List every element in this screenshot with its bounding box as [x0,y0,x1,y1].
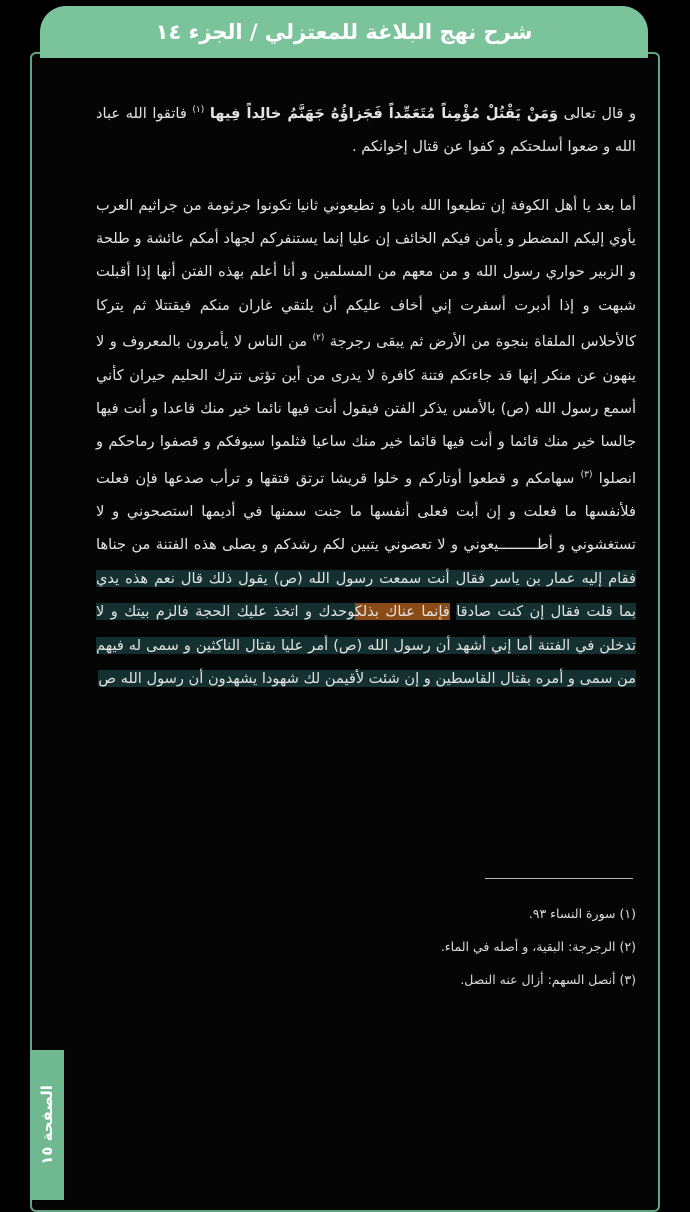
footnotes [96,897,636,996]
footnote-2: (٢) الرجرجة: البقية، و أصله في الماء. [440,939,636,954]
footnote-ref-2[interactable]: (٢) [312,333,325,344]
footnote-ref-1[interactable]: (١) [192,105,205,115]
verse-intro: و قال تعالى [563,104,637,122]
paragraph-quran [96,94,636,164]
paragraph-text: من الناس لا يأمرون بالمعروف و لا ينهون عن منكر إنها قد جاءتكم فتنة كافرة لا يدرى من أين تؤتى تترك الحليم حيران كأني أسمع رسول الله (ص) بالأمس يذكر الفتن فيقول أنت فيها نائما خير منك قاعدا و أنت فيها جالسا خير منك قائما و أنت فيها قائما خير منك ساعيا فثلموا سيوفكم و قصفوا رماحكم و انصلوا [96,333,636,487]
document-body [96,94,636,695]
footnote-1: (١) سورة النساء ٩٣. [528,906,636,921]
paragraph-main [96,189,636,696]
paragraph-text: سهامكم و قطعوا أوتاركم و خلوا قريشا ترتق فتقها و ترأب صدعها فإن فعلت فلأنفسها ما فعلت و إن أبت فعلى أنفسها ما جنت سمنها في أديمها استصحوني و لا تستغشوني و أطـــــــــيعوني و لا تعصوني يتبين لكم رشدكم و يصلى هذه الفتنة من جناها [96,469,636,554]
paragraph-text: أما بعد يا أهل الكوفة إن تطيعوا الله باديا و تطيعوني ثانيا تكونوا جرثومة من جراثيم العرب يأوي إليكم المضطر و يأمن فيكم الخائف إن عليا إنما يستنفركم لجهاد أمكم عائشة و طلحة و الزبير حواري رسول الله و من معهم من المسلمين و أنا أعلم بهذه الفتن أنها إذا أقبلت شبهت و إذا أدبرت أسفرت إني أخاف عليكم أن يلتقي غاران منكم فيقتتلا ثم يتركا كالأحلاس الملقاة بنجوة من الأرض ثم يبقى رجرجة [96,196,637,351]
quran-verse: وَمَنْ يَقْتُلْ مُؤْمِناً مُتَعَمِّداً فَجَزاؤُهُ جَهَنَّمُ خالِداً فِيها [209,104,559,122]
footnote-separator [485,878,633,879]
text-highlight-selection[interactable]: فقام إليه عمار بن ياسر فقال أنت سمعت رسول الله (ص) يقول ذلك قال نعم هذه يدي بما قلت فقال إن كنت صادقا [96,569,636,621]
page-header [40,6,648,58]
text-highlight-current[interactable]: فإنما عناك بذلك [354,603,450,621]
footnote-3: (٣) أنصل السهم: أزال عنه النصل. [460,972,636,987]
page-number-tab[interactable] [30,1050,64,1200]
paragraph-text: فاتقوا الله عباد الله و ضعوا أسلحتكم و كفوا عن قتال إخوانكم . [96,104,636,156]
header-title: شرح نهج البلاغة للمعتزلي / الجزء ١٤ [155,20,533,44]
text-highlight-selection[interactable]: وحدك و اتخذ عليك الحجة فالزم بيتك و لا تدخلن في الفتنة أما إني أشهد أن رسول الله (ص) أمر عليا بقتال الناكثين و سمى له فيهم من سمى و أمره بقتال القاسطين و إن شئت لأقيمن لك شهودا يشهدون أن رسول الله ص [96,603,636,688]
footnote-ref-3[interactable]: (٣) [580,469,593,480]
page-number-label: الصفحة ١٥ [38,1085,57,1165]
